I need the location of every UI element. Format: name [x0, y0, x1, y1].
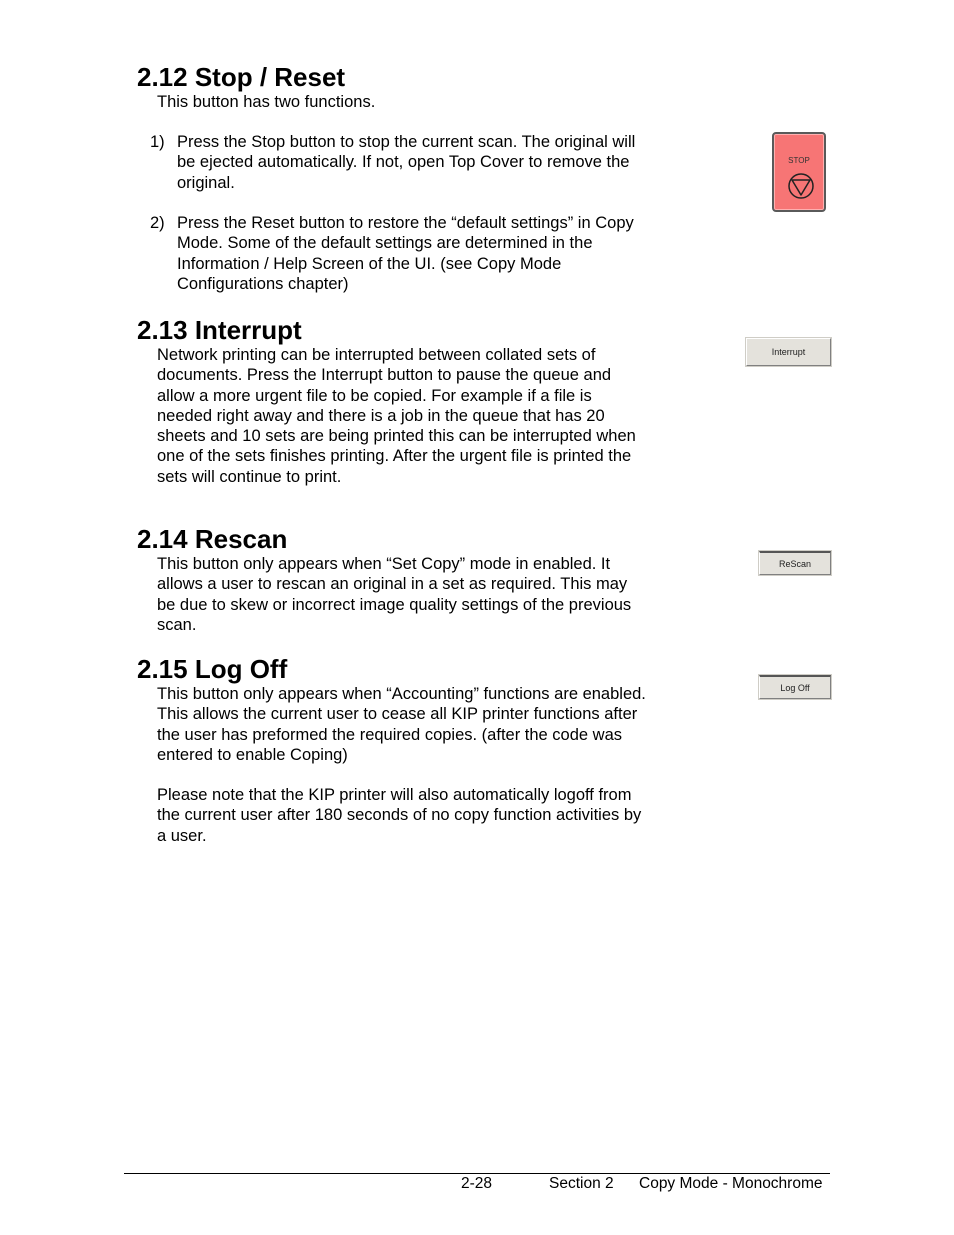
- stop-button-image: [772, 132, 826, 212]
- list-text: Press the Reset button to restore the “default settings” in Copy Mode. Some of the default settings are determined in the Information / Help Screen of the UI. (see Copy Mode Configurations chapter): [177, 214, 634, 293]
- list-number: 2): [150, 214, 165, 232]
- log-off-body: This button only appears when “Accounting” functions are enabled. This allows the current user to cease all KIP printer functions after the user has preformed the required copies. (after the code was entered to enable Coping): [157, 685, 646, 764]
- log-off-button-image: Log Off: [759, 675, 831, 699]
- stop-reset-intro: This button has two functions.: [157, 93, 376, 111]
- footer-section: Section 2: [549, 1175, 614, 1192]
- section-heading-rescan: 2.14 Rescan: [137, 524, 288, 554]
- list-number: 1): [150, 133, 165, 151]
- rescan-button-image: ReScan: [759, 551, 831, 575]
- footer-title: Copy Mode - Monochrome: [639, 1175, 823, 1192]
- section-heading-interrupt: 2.13 Interrupt: [137, 315, 302, 345]
- interrupt-body: Network printing can be interrupted between collated sets of documents. Press the Interrupt button to pause the queue and allow a more urgent file to be copied. For example if a file is needed right away and there is a job in the queue that has 20 sheets and 10 sets are being printed this can be interrupted when one of the sets finishes printing. After the urgent file is printed the sets will continue to print.: [157, 346, 636, 486]
- list-text: Press the Stop button to stop the current scan. The original will be ejected automatically. If not, open Top Cover to remove the original.: [177, 133, 636, 192]
- stop-button-label: STOP: [788, 156, 810, 165]
- stop-triangle-icon: [787, 172, 815, 200]
- section-heading-stop-reset: 2.12 Stop / Reset: [137, 62, 346, 92]
- log-off-note: Please note that the KIP printer will also automatically logoff from the current user after 180 seconds of no copy function activities by a user.: [157, 786, 642, 845]
- rescan-body: This button only appears when “Set Copy” mode in enabled. It allows a user to rescan an original in a set as required. This may be due to skew or incorrect image quality settings of the previous scan.: [157, 555, 632, 634]
- footer-page-number: 2-28: [461, 1175, 493, 1192]
- section-heading-log-off: 2.15 Log Off: [137, 654, 288, 684]
- interrupt-button-image: Interrupt: [746, 338, 831, 366]
- footer-rule: [124, 1173, 830, 1174]
